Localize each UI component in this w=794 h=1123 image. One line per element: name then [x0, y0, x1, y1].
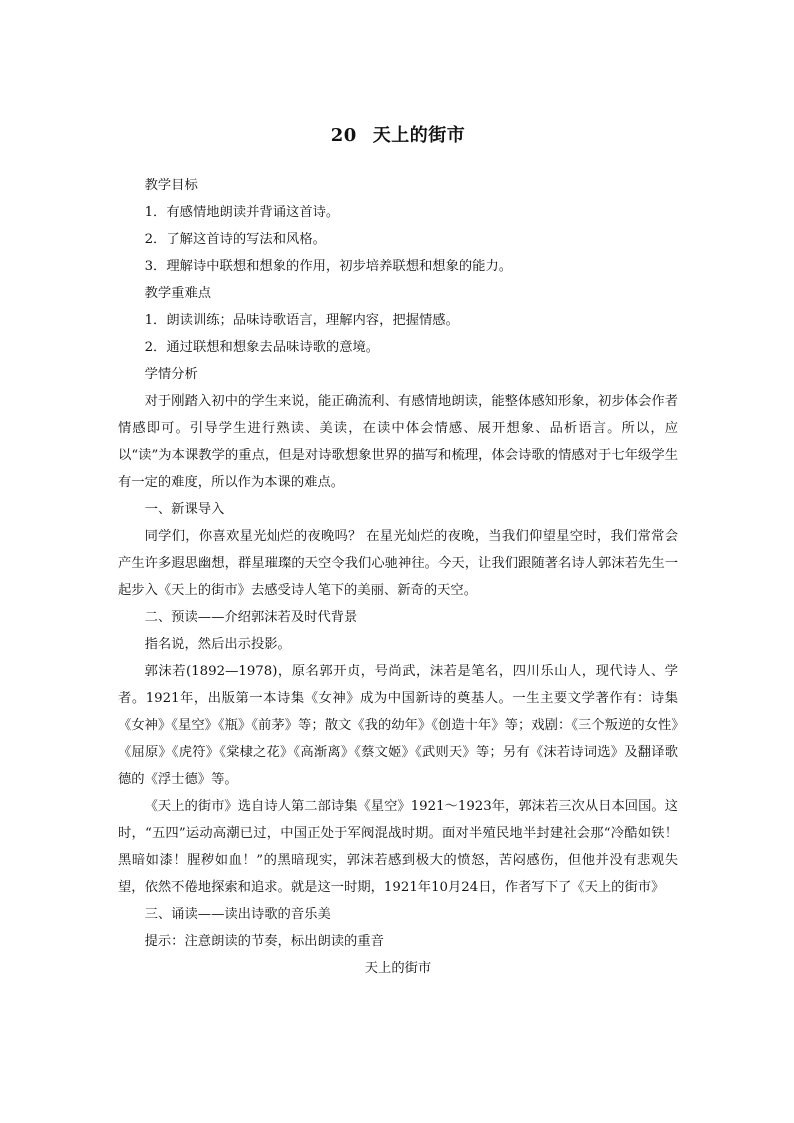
- section-3-tip: 提示：注意朗读的节奏，标出朗读的重音: [144, 934, 384, 949]
- document-page: [118, 0, 678, 1123]
- lesson-content: [118, 172, 678, 982]
- goal-item-1: 1．有感情地朗读并背诵这首诗。: [144, 205, 340, 220]
- difficulty-item-1: 1．朗读训练；品味诗歌语言，理解内容，把握情感。: [144, 313, 459, 328]
- heading-section-2: 二、预读——介绍郭沫若及时代背景: [144, 610, 358, 625]
- heading-teaching-goals: 教学目标: [144, 178, 198, 193]
- difficulty-item-2: 2．通过联想和想象去品味诗歌的意境。: [144, 340, 380, 355]
- section-1-text: 同学们，你喜欢星光灿烂的夜晚吗？ 在星光灿烂的夜晚，当我们仰望星空时，我们常常会产生许多遐思幽想，群星璀璨的天空令我们心驰神往。今天，让我们跟随著名诗人郭沫若先生一起步入《天上的街市》去感受诗人笔下的美丽、新奇的天空。: [118, 529, 678, 598]
- heading-student-analysis: 学情分析: [144, 367, 198, 382]
- background-text: 《天上的街市》选自诗人第二部诗集《星空》1921～1923年，郭沫若三次从日本回国。这时，“五四”运动高潮已过，中国正处于军阀混战时期。面对半殖民地半封建社会那“冷酷如铁！黑暗如漆！腥秽如血！”的黑暗现实，郭沫若感到极大的愤怒，苦闷感伤，但他并没有悲观失望，依然不倦地探索和追求。就是这一时期，1921年10月24日，作者写下了《天上的街市》: [118, 799, 678, 895]
- lesson-number: 20: [330, 125, 357, 146]
- goal-item-2: 2．了解这首诗的写法和风格。: [144, 232, 326, 247]
- lesson-title-text: 天上的街市: [372, 125, 466, 146]
- author-bio-text: 郭沫若(1892—1978)，原名郭开贞，号尚武，沫若是笔名，四川乐山人，现代诗人、学者。1921年，出版第一本诗集《女神》成为中国新诗的奠基人。一生主要文学著作有：诗集《女神》《星空》《瓶》《前茅》等；散文《我的幼年》《创造十年》等；戏剧：《三个叛逆的女性》《屈原》《虎符》《棠棣之花》《高渐离》《蔡文姬》《武则天》等；另有《沫若诗词选》及翻译歌德的《浮士德》等。: [118, 664, 678, 787]
- goal-item-3: 3．理解诗中联想和想象的作用，初步培养联想和想象的能力。: [144, 259, 513, 274]
- student-analysis-text: 对于刚踏入初中的学生来说，能正确流利、有感情地朗读，能整体感知形象，初步体会作者情感即可。引导学生进行熟读、美读，在读中体会情感、展开想象、品析语言。所以，应以“读”为本课教学的重点，但是对诗歌想象世界的描写和梳理，体会诗歌的情感对于七年级学生有一定的难度，所以作为本课的难点。: [118, 394, 678, 490]
- poem-title: 天上的街市: [364, 961, 432, 976]
- section-2-instruction: 指名说，然后出示投影。: [144, 637, 291, 652]
- lesson-title: [118, 124, 678, 148]
- heading-section-1: 一、新课导入: [144, 502, 225, 517]
- heading-section-3: 三、诵读——读出诗歌的音乐美: [144, 907, 331, 922]
- heading-key-difficulties: 教学重难点: [144, 286, 212, 301]
